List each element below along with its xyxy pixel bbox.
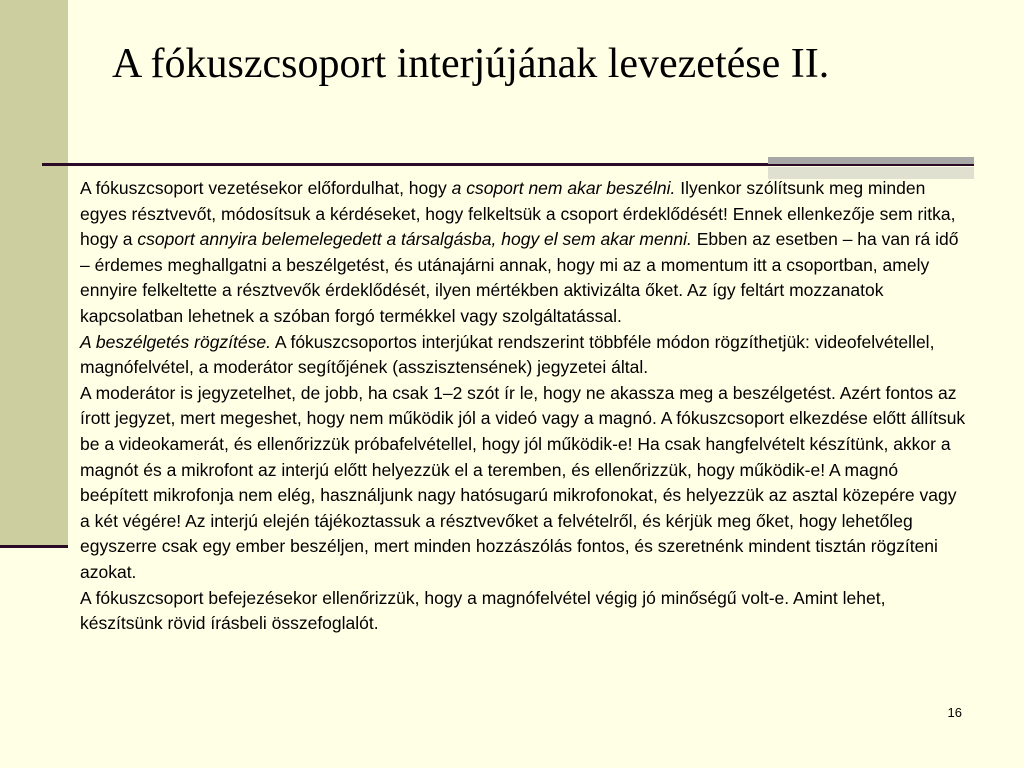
accent-gray-bar — [768, 157, 974, 164]
paragraph-1-emphasis-1: a csoport nem akar beszélni. — [451, 178, 676, 198]
paragraph-4: A fókuszcsoport befejezésekor ellenőrizzük, hogy a magnófelvétel végig jó minőségű volt-e. Amint lehet, készítsünk rövid írásbeli összefoglalót. — [80, 587, 886, 634]
paragraph-1-emphasis-2: csoport annyira belemelegedett a társalgásba, hogy el sem akar menni. — [137, 229, 692, 250]
paragraph-2-emphasis-1: A beszélgetés rögzítése. — [80, 331, 271, 352]
paragraph-1-text-3: Ebben az esetben – ha van rá idő – érdemes meghallgatni a beszélgetést, és utánajárni annak, hogy mi az a momentum itt a csoportban, amely ennyire felkeltette a résztvevők érdeklődését, ilyen mértékben aktivizálta őket. Az így feltárt mozzanatok kapcsolatban lehetnek a szóban forgó termékkel vagy szolgáltatással. — [80, 229, 959, 326]
slide-body — [80, 176, 970, 637]
left-divider-line — [0, 545, 68, 548]
paragraph-2 — [80, 330, 970, 381]
paragraph-3: A moderátor is jegyzetelhet, de jobb, ha csak 1–2 szót ír le, hogy ne akassza meg a beszélgetést. Azért fontos az írott jegyzet, mert megeshet, hogy nem működik jól a videó vagy a magnó. A fókuszcsoport elkezdése előtt állítsuk be a videokamerát, és ellenőrizzük próbafelvétellel, hogy jól működik-e! Ha csak hangfelvételt készítünk, akkor a magnót és a mikrofont az interjú előtt helyezzük el a teremben, és ellenőrizzük, hogy működik-e! A magnó beépített mikrofonja nem elég, használjunk nagy hatósugarú mikrofonokat, és helyezzük az asztal közepére vagy a két végére! Az interjú elején tájékoztassuk a résztvevőket a felvételről, és kérjük meg őket, hogy lehetőleg egyszerre csak egy ember beszéljen, mert minden hozzászólás fontos, és szeretnénk mindent tisztán rögzíteni azokat. — [80, 382, 966, 582]
paragraph-2-text-1: A fókuszcsoportos interjúkat rendszerint többféle módon rögzíthetjük: videofelvétellel, magnófelvétel, a moderátor segítőjének (asszisztensének) jegyzetei által. — [80, 331, 935, 378]
paragraph-1-text-1: A fókuszcsoport vezetésekor előfordulhat, hogy — [80, 178, 452, 198]
paragraph-1 — [80, 176, 970, 330]
paragraph-1-text-2: Ilyenkor szólítsunk meg minden egyes résztvevőt, módosítsuk a kérdéseket, hogy felkeltsük a csoport érdeklődését! Ennek ellenkezője sem ritka, hogy a — [80, 178, 956, 250]
slide-title: A fókuszcsoport interjújának levezetése II. — [112, 41, 830, 87]
left-decorative-band — [0, 0, 68, 545]
page-number: 16 — [947, 705, 962, 720]
